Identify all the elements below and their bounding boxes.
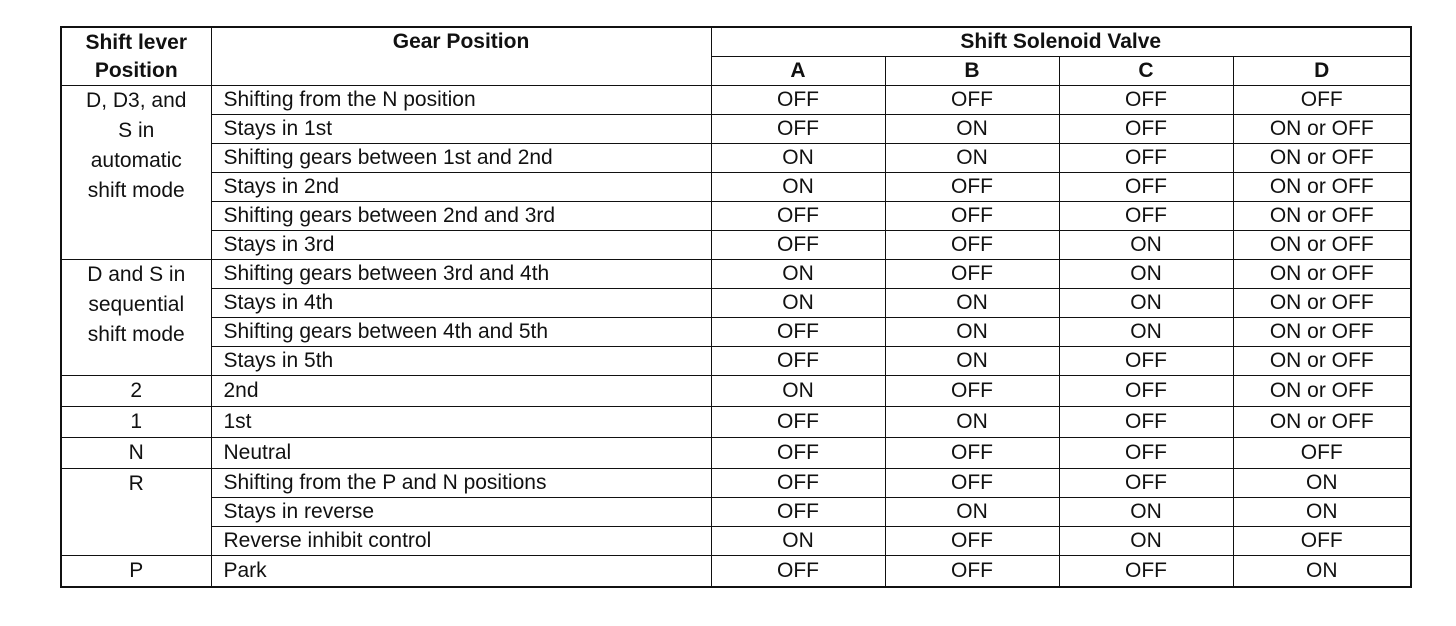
solenoid-b-state: ON — [885, 347, 1059, 376]
table-row — [61, 173, 1411, 202]
solenoid-b-state: OFF — [885, 173, 1059, 202]
gear-position-cell: Stays in reverse — [211, 498, 711, 527]
solenoid-d-state: ON or OFF — [1233, 144, 1411, 173]
table-row — [61, 498, 1411, 527]
shift-lever-position-cell — [61, 407, 211, 438]
shift-lever-position-text: P — [129, 559, 144, 582]
solenoid-d-state: ON or OFF — [1233, 318, 1411, 347]
solenoid-b-state: OFF — [885, 527, 1059, 556]
solenoid-d-state: ON or OFF — [1233, 173, 1411, 202]
gear-position-cell: Neutral — [211, 438, 711, 469]
table-row — [61, 115, 1411, 144]
solenoid-d-state: ON or OFF — [1233, 407, 1411, 438]
gear-position-cell: Stays in 4th — [211, 289, 711, 318]
solenoid-c-state: OFF — [1059, 115, 1233, 144]
gear-position-cell: Shifting from the N position — [211, 86, 711, 115]
shift-lever-position-cell — [61, 438, 211, 469]
solenoid-b-state: OFF — [885, 376, 1059, 407]
solenoid-a-state: OFF — [711, 407, 885, 438]
shift-lever-position-cell — [61, 469, 211, 556]
solenoid-b-state: ON — [885, 115, 1059, 144]
shift-lever-position-text: shift mode — [87, 179, 185, 202]
table-row — [61, 86, 1411, 115]
table-row — [61, 144, 1411, 173]
header-valve-c: C — [1059, 57, 1233, 86]
solenoid-c-state: ON — [1059, 289, 1233, 318]
shift-lever-position-text: D and S in — [87, 263, 186, 286]
shift-lever-position-text: R — [128, 472, 144, 495]
solenoid-c-state: OFF — [1059, 173, 1233, 202]
solenoid-d-state: ON — [1233, 556, 1411, 588]
table-row — [61, 556, 1411, 588]
solenoid-d-state: ON or OFF — [1233, 260, 1411, 289]
solenoid-a-state: OFF — [711, 318, 885, 347]
table-row — [61, 231, 1411, 260]
shift-lever-position-text: N — [128, 441, 144, 464]
solenoid-d-state: ON — [1233, 469, 1411, 498]
solenoid-a-state: ON — [711, 173, 885, 202]
solenoid-c-state: ON — [1059, 498, 1233, 527]
solenoid-a-state: OFF — [711, 556, 885, 588]
solenoid-d-state: ON or OFF — [1233, 347, 1411, 376]
solenoid-b-state: ON — [885, 289, 1059, 318]
solenoid-c-state: OFF — [1059, 86, 1233, 115]
header-shift-solenoid-valve: Shift Solenoid Valve — [711, 27, 1411, 57]
solenoid-c-state: OFF — [1059, 202, 1233, 231]
solenoid-a-state: OFF — [711, 86, 885, 115]
table-row — [61, 260, 1411, 289]
solenoid-a-state: OFF — [711, 438, 885, 469]
shift-solenoid-table — [60, 26, 1412, 588]
table-row — [61, 289, 1411, 318]
table-body — [61, 86, 1411, 588]
header-gear-position: Gear Position — [211, 27, 711, 86]
solenoid-a-state: ON — [711, 289, 885, 318]
table-row — [61, 527, 1411, 556]
solenoid-d-state: ON or OFF — [1233, 231, 1411, 260]
table-row — [61, 318, 1411, 347]
header-valve-d: D — [1233, 57, 1411, 86]
solenoid-d-state: ON or OFF — [1233, 289, 1411, 318]
solenoid-c-state: OFF — [1059, 407, 1233, 438]
solenoid-a-state: OFF — [711, 231, 885, 260]
solenoid-b-state: ON — [885, 498, 1059, 527]
solenoid-d-state: OFF — [1233, 86, 1411, 115]
solenoid-b-state: OFF — [885, 86, 1059, 115]
shift-lever-position-cell — [61, 86, 211, 260]
shift-lever-position-cell — [61, 376, 211, 407]
solenoid-d-state: ON or OFF — [1233, 115, 1411, 144]
solenoid-b-state: ON — [885, 407, 1059, 438]
solenoid-d-state: OFF — [1233, 527, 1411, 556]
solenoid-c-state: OFF — [1059, 347, 1233, 376]
gear-position-cell: Shifting gears between 1st and 2nd — [211, 144, 711, 173]
shift-lever-position-cell — [61, 260, 211, 376]
shift-lever-position-text: D, D3, and — [86, 89, 187, 112]
table-row — [61, 407, 1411, 438]
solenoid-b-state: OFF — [885, 231, 1059, 260]
header-valve-a: A — [711, 57, 885, 86]
solenoid-c-state: OFF — [1059, 469, 1233, 498]
solenoid-a-state: ON — [711, 527, 885, 556]
solenoid-c-state: OFF — [1059, 438, 1233, 469]
solenoid-b-state: OFF — [885, 438, 1059, 469]
gear-position-cell: Park — [211, 556, 711, 588]
table-row — [61, 376, 1411, 407]
gear-position-cell: Stays in 5th — [211, 347, 711, 376]
solenoid-a-state: OFF — [711, 498, 885, 527]
gear-position-cell: Reverse inhibit control — [211, 527, 711, 556]
shift-lever-position-text: S in — [118, 119, 155, 142]
gear-position-cell: Stays in 2nd — [211, 173, 711, 202]
solenoid-a-state: OFF — [711, 347, 885, 376]
header-shift-lever-position — [61, 27, 211, 86]
gear-position-cell: 2nd — [211, 376, 711, 407]
solenoid-c-state: OFF — [1059, 144, 1233, 173]
solenoid-d-state: ON — [1233, 498, 1411, 527]
gear-position-cell: Stays in 3rd — [211, 231, 711, 260]
solenoid-c-state: OFF — [1059, 556, 1233, 588]
solenoid-d-state: ON or OFF — [1233, 376, 1411, 407]
solenoid-d-state: ON or OFF — [1233, 202, 1411, 231]
solenoid-a-state: OFF — [711, 469, 885, 498]
solenoid-d-state: OFF — [1233, 438, 1411, 469]
solenoid-a-state: OFF — [711, 115, 885, 144]
solenoid-b-state: OFF — [885, 469, 1059, 498]
table-row — [61, 469, 1411, 498]
shift-lever-position-text: shift mode — [87, 323, 185, 346]
table-row — [61, 347, 1411, 376]
shift-lever-position-text: automatic — [90, 149, 182, 172]
gear-position-cell: Shifting from the P and N positions — [211, 469, 711, 498]
solenoid-b-state: ON — [885, 144, 1059, 173]
shift-lever-position-text: 2 — [130, 379, 143, 402]
gear-position-cell: Shifting gears between 2nd and 3rd — [211, 202, 711, 231]
header-shift-lever-line: Shift lever — [85, 30, 188, 54]
shift-lever-position-text: 1 — [130, 410, 143, 433]
solenoid-b-state: OFF — [885, 202, 1059, 231]
solenoid-c-state: ON — [1059, 318, 1233, 347]
shift-lever-position-text: sequential — [88, 293, 185, 316]
gear-position-cell: Stays in 1st — [211, 115, 711, 144]
solenoid-a-state: ON — [711, 376, 885, 407]
table-row — [61, 202, 1411, 231]
header-valve-b: B — [885, 57, 1059, 86]
solenoid-a-state: ON — [711, 260, 885, 289]
solenoid-c-state: ON — [1059, 260, 1233, 289]
header-shift-lever-line: Position — [94, 58, 178, 82]
table-header — [61, 27, 1411, 86]
shift-lever-position-cell — [61, 556, 211, 588]
solenoid-a-state: ON — [711, 144, 885, 173]
table-row — [61, 438, 1411, 469]
solenoid-c-state: ON — [1059, 231, 1233, 260]
solenoid-c-state: OFF — [1059, 376, 1233, 407]
solenoid-b-state: ON — [885, 318, 1059, 347]
gear-position-cell: 1st — [211, 407, 711, 438]
gear-position-cell: Shifting gears between 4th and 5th — [211, 318, 711, 347]
solenoid-b-state: OFF — [885, 556, 1059, 588]
solenoid-b-state: OFF — [885, 260, 1059, 289]
solenoid-c-state: ON — [1059, 527, 1233, 556]
solenoid-a-state: OFF — [711, 202, 885, 231]
gear-position-cell: Shifting gears between 3rd and 4th — [211, 260, 711, 289]
